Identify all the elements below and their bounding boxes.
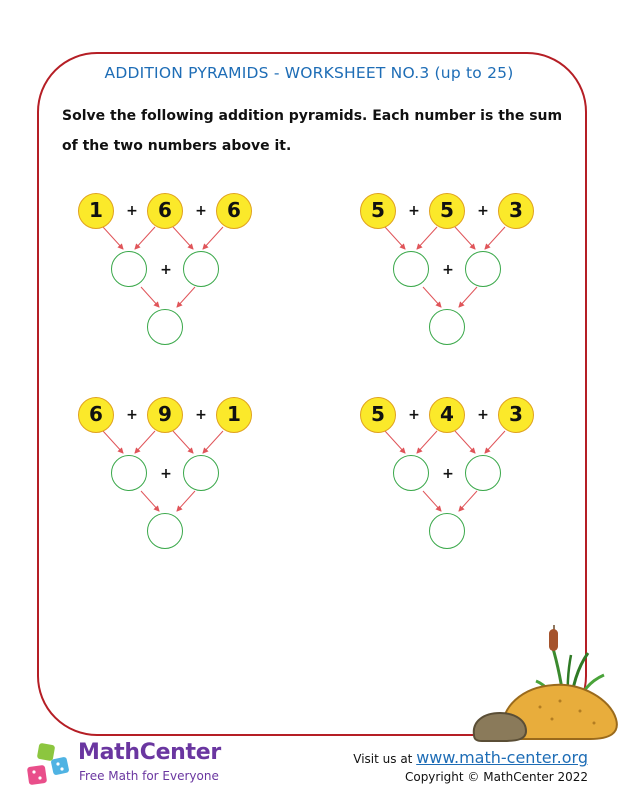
plus-sign: + xyxy=(442,466,454,482)
visit-line xyxy=(353,748,588,767)
answer-circle[interactable] xyxy=(465,455,501,491)
answer-circle[interactable] xyxy=(183,251,219,287)
plus-sign: + xyxy=(126,407,138,423)
rocks-and-reeds-illustration xyxy=(470,615,618,745)
instructions-text: Solve the following addition pyramids. Each number is the sum of the two numbers above it. xyxy=(62,108,563,154)
plus-sign: + xyxy=(408,203,420,219)
plus-sign: + xyxy=(477,407,489,423)
answer-circle[interactable] xyxy=(393,251,429,287)
top-number-3: 6 xyxy=(216,193,252,229)
top-number-1: 5 xyxy=(360,397,396,433)
answer-circle[interactable] xyxy=(147,309,183,345)
plus-sign: + xyxy=(195,203,207,219)
website-link[interactable]: www.math-center.org xyxy=(416,748,588,767)
copyright-text: Copyright © MathCenter 2022 xyxy=(404,770,588,784)
answer-circle[interactable] xyxy=(111,251,147,287)
top-number-2: 5 xyxy=(429,193,465,229)
answer-circle[interactable] xyxy=(393,455,429,491)
top-number-2: 9 xyxy=(147,397,183,433)
answer-circle[interactable] xyxy=(429,513,465,549)
answer-circle[interactable] xyxy=(429,309,465,345)
plus-sign: + xyxy=(126,203,138,219)
plus-sign: + xyxy=(477,203,489,219)
rocks xyxy=(474,685,617,741)
plus-sign: + xyxy=(195,407,207,423)
answer-circle[interactable] xyxy=(147,513,183,549)
pyramid-4 xyxy=(355,395,555,565)
pyramid-1 xyxy=(73,191,273,361)
answer-circle[interactable] xyxy=(465,251,501,287)
top-number-1: 6 xyxy=(78,397,114,433)
brand-tagline: Free Math for Everyone xyxy=(79,769,219,783)
answer-circle[interactable] xyxy=(111,455,147,491)
answer-circle[interactable] xyxy=(183,455,219,491)
plus-sign: + xyxy=(408,407,420,423)
visit-text: Visit us at xyxy=(353,752,417,766)
plus-sign: + xyxy=(160,262,172,278)
top-number-3: 3 xyxy=(498,397,534,433)
worksheet-title: ADDITION PYRAMIDS - WORKSHEET NO.3 (up to 25) xyxy=(104,64,514,82)
plus-sign: + xyxy=(442,262,454,278)
pyramid-2 xyxy=(355,191,555,361)
top-number-3: 3 xyxy=(498,193,534,229)
mathcenter-logo-icon xyxy=(24,742,74,790)
brand-name: MathCenter xyxy=(78,740,221,765)
top-number-2: 4 xyxy=(429,397,465,433)
top-number-1: 1 xyxy=(78,193,114,229)
top-number-2: 6 xyxy=(147,193,183,229)
pyramid-3 xyxy=(73,395,273,565)
top-number-3: 1 xyxy=(216,397,252,433)
plus-sign: + xyxy=(160,466,172,482)
top-number-1: 5 xyxy=(360,193,396,229)
